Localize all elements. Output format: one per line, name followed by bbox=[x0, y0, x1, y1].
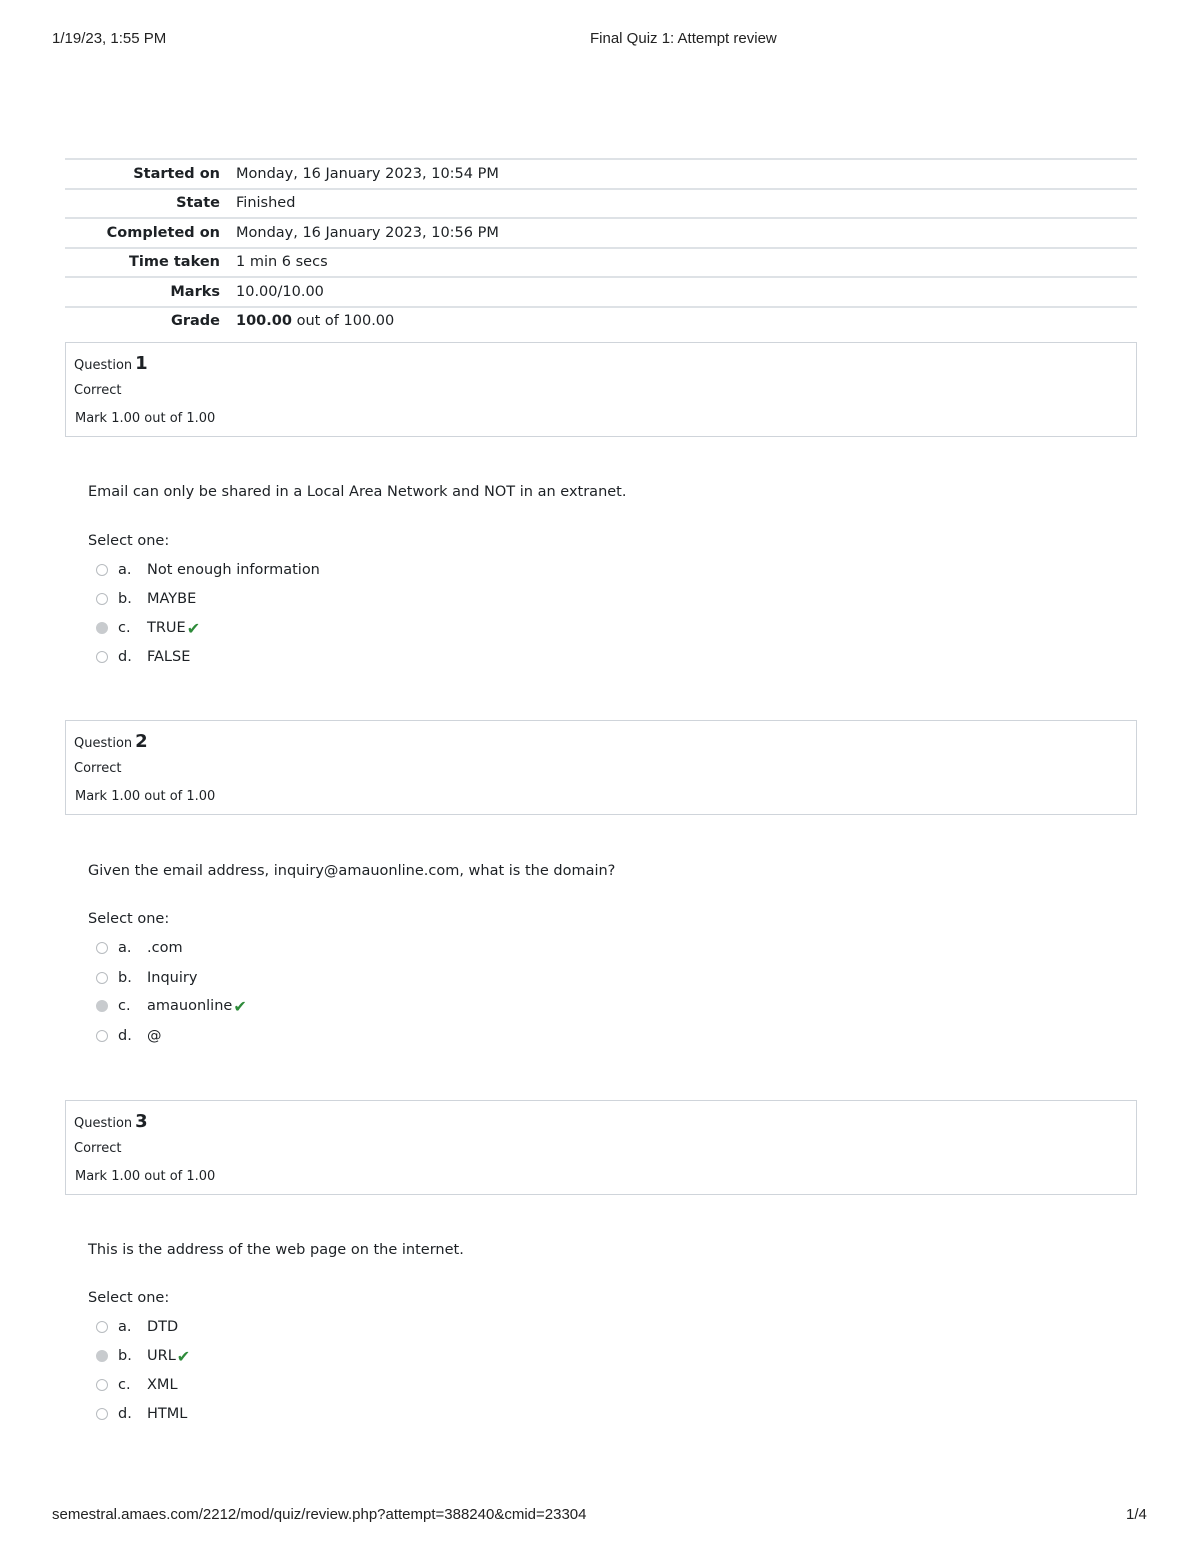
option-letter: d. bbox=[118, 649, 132, 665]
summary-label: Grade bbox=[170, 313, 220, 330]
answer-option[interactable] bbox=[96, 1374, 178, 1396]
radio-button[interactable] bbox=[96, 972, 108, 984]
radio-button[interactable] bbox=[96, 1379, 108, 1391]
answer-option-selected[interactable] bbox=[96, 1345, 190, 1367]
option-text: Inquiry bbox=[147, 970, 198, 986]
question-number: Question 1 bbox=[74, 353, 148, 374]
answer-option[interactable] bbox=[96, 1403, 187, 1425]
answer-option-selected[interactable] bbox=[96, 995, 247, 1017]
question-text: This is the address of the web page on the internet. bbox=[88, 1242, 464, 1258]
summary-row bbox=[65, 307, 1137, 336]
summary-value bbox=[236, 307, 1137, 336]
grade-out-of: out of 100.00 bbox=[291, 313, 395, 330]
option-text: TRUE bbox=[147, 620, 186, 636]
summary-label: Marks bbox=[170, 283, 220, 300]
correct-check-icon: ✔ bbox=[233, 996, 247, 1016]
option-text: amauonline bbox=[147, 998, 233, 1014]
summary-value: 10.00/10.00 bbox=[236, 283, 324, 300]
summary-value: Finished bbox=[236, 195, 296, 212]
radio-button[interactable] bbox=[96, 564, 108, 576]
radio-button[interactable] bbox=[96, 1030, 108, 1042]
grade-value: 100.00 bbox=[236, 313, 292, 330]
select-one-prompt: Select one: bbox=[88, 1290, 170, 1306]
print-page-title: Final Quiz 1: Attempt review bbox=[590, 30, 777, 47]
summary-value: 1 min 6 secs bbox=[236, 254, 328, 271]
option-text: XML bbox=[147, 1377, 178, 1393]
question-text: Given the email address, inquiry@amauonline.com, what is the domain? bbox=[88, 863, 616, 879]
summary-row bbox=[65, 277, 1137, 307]
radio-button[interactable] bbox=[96, 593, 108, 605]
answer-option[interactable] bbox=[96, 937, 183, 959]
radio-button[interactable] bbox=[96, 651, 108, 663]
question-mark: Mark 1.00 out of 1.00 bbox=[75, 789, 216, 804]
option-letter: a. bbox=[118, 562, 132, 578]
question-mark: Mark 1.00 out of 1.00 bbox=[75, 411, 216, 426]
answer-option[interactable] bbox=[96, 967, 197, 989]
option-letter: d. bbox=[118, 1028, 132, 1044]
print-url: semestral.amaes.com/2212/mod/quiz/review.php?attempt=388240&cmid=23304 bbox=[52, 1506, 587, 1523]
attempt-summary-table bbox=[65, 158, 1137, 335]
answer-option[interactable] bbox=[96, 646, 190, 668]
radio-button[interactable] bbox=[96, 1408, 108, 1420]
summary-row bbox=[65, 159, 1137, 189]
question-info-1 bbox=[65, 342, 1137, 437]
question-info-3 bbox=[65, 1100, 1137, 1195]
summary-label: Started on bbox=[133, 165, 220, 182]
question-number: Question 2 bbox=[74, 731, 148, 752]
radio-button-selected[interactable] bbox=[96, 622, 108, 634]
option-letter: b. bbox=[118, 970, 132, 986]
answer-option[interactable] bbox=[96, 1316, 178, 1338]
option-text: HTML bbox=[147, 1406, 188, 1422]
option-letter: b. bbox=[118, 591, 132, 607]
question-mark: Mark 1.00 out of 1.00 bbox=[75, 1169, 216, 1184]
answer-option[interactable] bbox=[96, 1025, 162, 1047]
option-letter: c. bbox=[118, 998, 131, 1014]
option-text: Not enough information bbox=[147, 562, 320, 578]
radio-button-selected[interactable] bbox=[96, 1350, 108, 1362]
summary-label: State bbox=[176, 195, 220, 212]
answer-option[interactable] bbox=[96, 559, 320, 581]
question-info-2 bbox=[65, 720, 1137, 815]
option-text: MAYBE bbox=[147, 591, 197, 607]
summary-row bbox=[65, 248, 1137, 278]
option-letter: a. bbox=[118, 940, 132, 956]
option-text: @ bbox=[147, 1028, 162, 1044]
option-letter: c. bbox=[118, 620, 131, 636]
question-state: Correct bbox=[74, 1141, 122, 1156]
option-text: FALSE bbox=[147, 649, 191, 665]
question-state: Correct bbox=[74, 383, 122, 398]
answer-option[interactable] bbox=[96, 588, 196, 610]
radio-button[interactable] bbox=[96, 942, 108, 954]
option-letter: d. bbox=[118, 1406, 132, 1422]
summary-value: Monday, 16 January 2023, 10:56 PM bbox=[236, 224, 499, 241]
print-page-number: 1/4 bbox=[1126, 1506, 1147, 1523]
summary-label: Time taken bbox=[129, 254, 220, 271]
summary-row bbox=[65, 218, 1137, 248]
option-letter: b. bbox=[118, 1348, 132, 1364]
summary-label: Completed on bbox=[106, 224, 220, 241]
question-state: Correct bbox=[74, 761, 122, 776]
correct-check-icon: ✔ bbox=[176, 1346, 191, 1366]
option-text: .com bbox=[147, 940, 183, 956]
question-text: Email can only be shared in a Local Area Network and NOT in an extranet. bbox=[88, 484, 627, 500]
option-text: DTD bbox=[147, 1319, 179, 1335]
option-letter: c. bbox=[118, 1377, 131, 1393]
radio-button[interactable] bbox=[96, 1321, 108, 1333]
correct-check-icon: ✔ bbox=[186, 618, 201, 638]
print-datetime: 1/19/23, 1:55 PM bbox=[52, 30, 167, 47]
option-letter: a. bbox=[118, 1319, 132, 1335]
question-number: Question 3 bbox=[74, 1111, 148, 1132]
radio-button-selected[interactable] bbox=[96, 1000, 108, 1012]
select-one-prompt: Select one: bbox=[88, 533, 170, 549]
option-text: URL bbox=[147, 1348, 176, 1364]
select-one-prompt: Select one: bbox=[88, 911, 170, 927]
summary-value: Monday, 16 January 2023, 10:54 PM bbox=[236, 165, 499, 182]
answer-option-selected[interactable] bbox=[96, 617, 200, 639]
summary-row bbox=[65, 189, 1137, 219]
